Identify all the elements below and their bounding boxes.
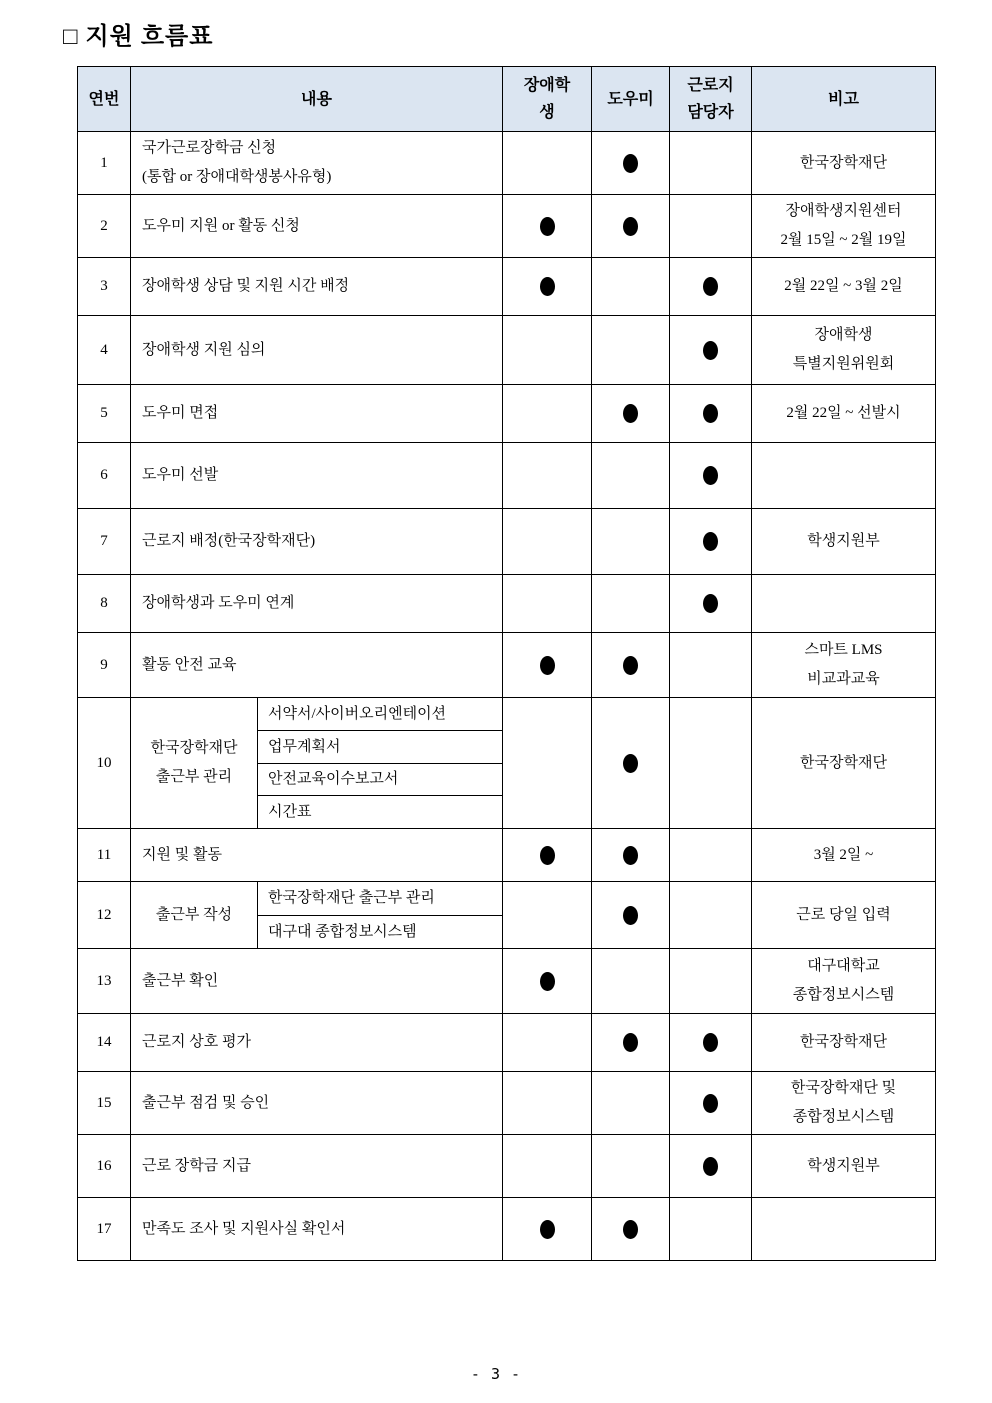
row-number: 5 xyxy=(100,405,108,421)
table-row xyxy=(78,698,935,829)
row-number: 15 xyxy=(96,1094,112,1111)
note-cell xyxy=(752,195,935,257)
marker-cell-helper xyxy=(592,195,670,257)
header-cell-content xyxy=(131,67,503,131)
marker-cell-disabled-student xyxy=(503,1135,592,1197)
row-number-cell xyxy=(78,443,131,508)
marker-cell-workplace-manager xyxy=(670,258,752,315)
row-number-cell xyxy=(78,575,131,632)
row-number: 9 xyxy=(100,656,108,673)
content-line: 만족도 조사 및 지원사실 확인서 xyxy=(142,1220,346,1237)
content-line: 근로지 배정(한국장학재단) xyxy=(142,533,316,549)
content-cell xyxy=(131,633,503,697)
content-line: 출근부 점검 및 승인 xyxy=(142,1094,270,1111)
marker-cell-workplace-manager xyxy=(670,443,752,508)
marker-dot xyxy=(623,906,638,925)
header-label: 장애학 xyxy=(523,77,571,94)
content-sub-item: 대구대 종합정보시스템 xyxy=(268,923,417,940)
row-number-cell xyxy=(78,882,131,948)
marker-cell-disabled-student xyxy=(503,443,592,508)
content-cell xyxy=(131,443,503,508)
marker-dot xyxy=(703,1157,718,1176)
row-number-cell xyxy=(78,1198,131,1260)
marker-dot xyxy=(703,404,718,423)
table-row xyxy=(78,1135,935,1198)
row-number-cell xyxy=(78,195,131,257)
content-cell xyxy=(131,949,503,1013)
marker-cell-disabled-student xyxy=(503,509,592,574)
marker-dot xyxy=(623,1220,638,1239)
marker-dot xyxy=(623,404,638,423)
marker-dot xyxy=(703,532,718,551)
content-sub-item: 시간표 xyxy=(268,804,312,821)
content-sub-item: 서약서/사이버오리엔테이션 xyxy=(258,698,502,731)
marker-dot xyxy=(623,154,638,173)
row-number-cell xyxy=(78,385,131,442)
content-cell-split xyxy=(131,882,503,948)
content-sub-list xyxy=(258,698,502,828)
marker-cell-helper xyxy=(592,443,670,508)
header-cell-no xyxy=(78,67,131,131)
table-row xyxy=(78,443,935,509)
marker-cell-workplace-manager xyxy=(670,949,752,1013)
note-cell xyxy=(752,1014,935,1071)
marker-cell-disabled-student xyxy=(503,1072,592,1134)
note-line: 한국장학재단 xyxy=(800,754,887,771)
row-number: 17 xyxy=(96,1220,112,1237)
note-line: 종합정보시스템 xyxy=(792,1109,895,1125)
table-row xyxy=(78,195,935,258)
content-cell xyxy=(131,1135,503,1197)
marker-cell-helper xyxy=(592,258,670,315)
marker-dot xyxy=(540,1220,555,1239)
header-label: 도우미 xyxy=(607,90,654,108)
table-row xyxy=(78,509,935,575)
note-cell xyxy=(752,698,935,828)
content-line: (통합 or 장애대학생봉사유형) xyxy=(142,169,332,185)
note-line: 학생지원부 xyxy=(807,533,880,549)
row-number: 16 xyxy=(96,1157,112,1174)
content-cell xyxy=(131,316,503,384)
row-number-cell xyxy=(78,1072,131,1134)
note-cell xyxy=(752,882,935,948)
table-row xyxy=(78,258,935,316)
note-cell xyxy=(752,385,935,442)
note-cell xyxy=(752,633,935,697)
marker-dot xyxy=(703,1033,718,1052)
marker-cell-disabled-student xyxy=(503,698,592,828)
content-label xyxy=(131,882,258,948)
content-line: 근로지 상호 평가 xyxy=(142,1034,251,1050)
note-line: 장애학생 xyxy=(814,327,873,343)
content-label-line: 출근부 관리 xyxy=(155,769,233,785)
table-row xyxy=(78,575,935,633)
content-line: 도우미 선발 xyxy=(142,467,219,483)
note-line: 스마트 LMS xyxy=(804,642,883,658)
row-number-cell xyxy=(78,698,131,828)
marker-cell-disabled-student xyxy=(503,633,592,697)
header-cell-helper xyxy=(592,67,670,131)
marker-cell-helper xyxy=(592,1135,670,1197)
content-line: 장애학생과 도우미 연계 xyxy=(142,595,295,611)
content-cell xyxy=(131,509,503,574)
support-flow-table xyxy=(77,66,936,1261)
table-row xyxy=(78,829,935,882)
marker-cell-disabled-student xyxy=(503,1198,592,1260)
table-row xyxy=(78,882,935,949)
table-row xyxy=(78,385,935,443)
marker-cell-disabled-student xyxy=(503,195,592,257)
marker-cell-helper xyxy=(592,132,670,194)
content-cell xyxy=(131,1072,503,1134)
header-label: 연번 xyxy=(88,90,120,108)
row-number-cell xyxy=(78,829,131,881)
content-line: 출근부 확인 xyxy=(142,972,219,989)
marker-dot xyxy=(623,656,638,675)
row-number: 6 xyxy=(100,467,108,483)
marker-cell-workplace-manager xyxy=(670,1014,752,1071)
row-number-cell xyxy=(78,132,131,194)
note-line: 대구대학교 xyxy=(807,958,880,974)
row-number-cell xyxy=(78,633,131,697)
row-number: 10 xyxy=(96,754,112,771)
marker-dot xyxy=(623,1033,638,1052)
row-number-cell xyxy=(78,1014,131,1071)
marker-cell-workplace-manager xyxy=(670,509,752,574)
note-line: 학생지원부 xyxy=(807,1157,880,1174)
note-line: 2월 22일 ~ 선발시 xyxy=(786,405,901,421)
marker-cell-disabled-student xyxy=(503,949,592,1013)
note-line: 한국장학재단 및 xyxy=(790,1080,897,1096)
marker-dot xyxy=(623,754,638,773)
header-cell-remarks xyxy=(752,67,935,131)
marker-dot xyxy=(703,594,718,613)
marker-cell-helper xyxy=(592,882,670,948)
content-cell xyxy=(131,575,503,632)
content-sub-item: 업무계획서 xyxy=(258,731,502,764)
note-cell xyxy=(752,509,935,574)
marker-cell-disabled-student xyxy=(503,258,592,315)
marker-dot xyxy=(703,466,718,485)
note-line: 한국장학재단 xyxy=(800,1034,887,1050)
note-line: 한국장학재단 xyxy=(800,154,887,171)
content-line: 장애학생 지원 심의 xyxy=(142,341,266,358)
content-line: 국가근로장학금 신청 xyxy=(142,140,277,156)
row-number: 11 xyxy=(96,846,112,863)
table-row xyxy=(78,1014,935,1072)
marker-cell-helper xyxy=(592,698,670,828)
marker-cell-helper xyxy=(592,509,670,574)
marker-dot xyxy=(623,217,638,236)
header-label: 내용 xyxy=(301,90,332,108)
content-sub-item: 안전교육이수보고서 xyxy=(258,764,502,797)
marker-cell-workplace-manager xyxy=(670,829,752,881)
table-row xyxy=(78,316,935,385)
table-row xyxy=(78,633,935,698)
header-label: 생 xyxy=(539,104,555,121)
content-cell xyxy=(131,132,503,194)
header-cell-workplace-manager xyxy=(670,67,752,131)
marker-dot xyxy=(540,972,555,991)
row-number: 1 xyxy=(100,154,108,171)
content-cell xyxy=(131,195,503,257)
note-line: 2월 22일 ~ 3월 2일 xyxy=(784,278,903,294)
row-number: 4 xyxy=(100,341,108,358)
note-cell xyxy=(752,1198,935,1260)
table-row xyxy=(78,949,935,1014)
row-number: 7 xyxy=(100,533,108,549)
note-cell xyxy=(752,1072,935,1134)
note-line: 특별지원위원회 xyxy=(792,356,895,372)
marker-cell-workplace-manager xyxy=(670,575,752,632)
note-line: 2월 15일 ~ 2월 19일 xyxy=(780,232,907,248)
marker-dot xyxy=(540,656,555,675)
marker-cell-helper xyxy=(592,575,670,632)
content-line: 근로 장학금 지급 xyxy=(142,1157,251,1174)
note-line: 근로 당일 입력 xyxy=(796,906,891,923)
note-cell xyxy=(752,1135,935,1197)
content-sub-item: 한국장학재단 출근부 관리 xyxy=(258,882,502,916)
content-line: 도우미 지원 or 활동 신청 xyxy=(142,217,300,234)
header-label: 비고 xyxy=(828,90,859,108)
note-cell xyxy=(752,443,935,508)
table-row xyxy=(78,1072,935,1135)
table-header-row xyxy=(78,67,935,132)
row-number: 13 xyxy=(96,972,112,989)
marker-cell-helper xyxy=(592,949,670,1013)
row-number: 2 xyxy=(100,217,108,234)
row-number-cell xyxy=(78,316,131,384)
marker-cell-workplace-manager xyxy=(670,1198,752,1260)
marker-dot xyxy=(623,846,638,865)
content-label xyxy=(131,698,258,828)
row-number: 3 xyxy=(100,278,108,294)
marker-cell-workplace-manager xyxy=(670,132,752,194)
note-line: 비교과교육 xyxy=(807,671,880,687)
row-number: 12 xyxy=(96,906,112,923)
marker-dot xyxy=(540,846,555,865)
content-cell xyxy=(131,1014,503,1071)
marker-dot xyxy=(703,277,718,296)
marker-cell-workplace-manager xyxy=(670,316,752,384)
marker-dot xyxy=(540,277,555,296)
content-line: 지원 및 활동 xyxy=(142,846,222,863)
marker-cell-workplace-manager xyxy=(670,385,752,442)
note-cell xyxy=(752,575,935,632)
marker-cell-helper xyxy=(592,1014,670,1071)
marker-cell-disabled-student xyxy=(503,316,592,384)
row-number-cell xyxy=(78,258,131,315)
row-number: 14 xyxy=(96,1034,112,1050)
marker-cell-disabled-student xyxy=(503,132,592,194)
marker-dot xyxy=(703,341,718,360)
marker-cell-helper xyxy=(592,385,670,442)
marker-cell-disabled-student xyxy=(503,575,592,632)
note-line: 장애학생지원센터 xyxy=(785,203,902,219)
marker-cell-disabled-student xyxy=(503,882,592,948)
marker-cell-helper xyxy=(592,633,670,697)
content-cell xyxy=(131,829,503,881)
content-cell-split xyxy=(131,698,503,828)
header-label: 근로지 xyxy=(687,77,734,94)
marker-cell-workplace-manager xyxy=(670,1072,752,1134)
content-cell xyxy=(131,1198,503,1260)
page-number: - 3 - xyxy=(470,1365,522,1383)
marker-cell-disabled-student xyxy=(503,829,592,881)
content-cell xyxy=(131,385,503,442)
marker-dot xyxy=(540,217,555,236)
marker-cell-helper xyxy=(592,1072,670,1134)
content-label-line: 한국장학재단 xyxy=(150,740,238,756)
content-line: 장애학생 상담 및 지원 시간 배정 xyxy=(142,278,350,294)
content-line: 활동 안전 교육 xyxy=(142,656,237,673)
marker-cell-helper xyxy=(592,829,670,881)
content-cell xyxy=(131,258,503,315)
content-line: 도우미 면접 xyxy=(142,405,219,421)
marker-cell-disabled-student xyxy=(503,1014,592,1071)
content-label-line: 출근부 작성 xyxy=(155,906,233,923)
marker-cell-disabled-student xyxy=(503,385,592,442)
marker-cell-workplace-manager xyxy=(670,698,752,828)
note-cell xyxy=(752,829,935,881)
row-number-cell xyxy=(78,949,131,1013)
table-row xyxy=(78,1198,935,1260)
content-sub-list xyxy=(258,882,502,948)
note-line: 3월 2일 ~ xyxy=(813,846,874,863)
marker-cell-workplace-manager xyxy=(670,882,752,948)
row-number: 8 xyxy=(100,595,108,611)
page-title: □ 지원 흐름표 xyxy=(63,24,214,50)
note-cell xyxy=(752,258,935,315)
row-number-cell xyxy=(78,1135,131,1197)
note-cell xyxy=(752,132,935,194)
header-label: 담당자 xyxy=(687,104,734,121)
row-number-cell xyxy=(78,509,131,574)
marker-cell-helper xyxy=(592,1198,670,1260)
marker-cell-workplace-manager xyxy=(670,195,752,257)
header-cell-disabled-student xyxy=(503,67,592,131)
note-cell xyxy=(752,316,935,384)
note-cell xyxy=(752,949,935,1013)
table-row xyxy=(78,132,935,195)
marker-cell-workplace-manager xyxy=(670,1135,752,1197)
note-line: 종합정보시스템 xyxy=(792,987,895,1003)
marker-cell-workplace-manager xyxy=(670,633,752,697)
marker-dot xyxy=(703,1094,718,1113)
marker-cell-helper xyxy=(592,316,670,384)
